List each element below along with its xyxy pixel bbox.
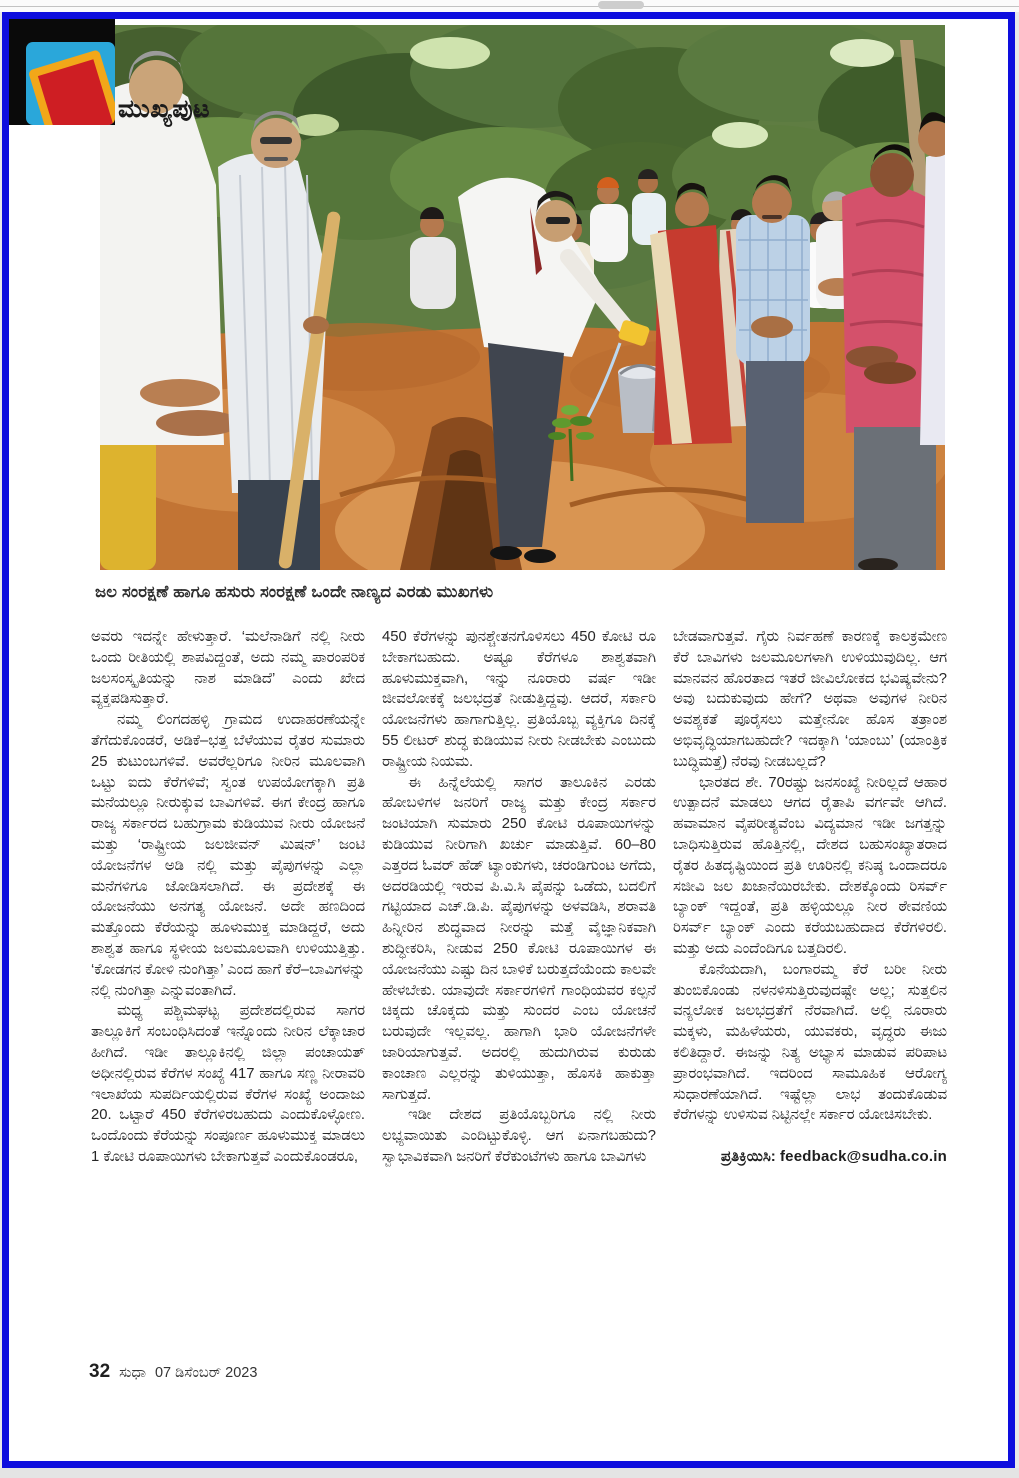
magazine-name: ಸುಧಾ [119, 1365, 146, 1381]
page-footer [89, 1361, 257, 1383]
viewer-top-strip [0, 0, 1019, 12]
paragraph: ಈ ಹಿನ್ನೆಲೆಯಲ್ಲಿ ಸಾಗರ ತಾಲೂಕಿನ ಎರಡು ಹೋಬಳಿಗಳ ಜನರಿಗೆ ರಾಜ್ಯ ಮತ್ತು ಕೇಂದ್ರ ಸರ್ಕಾರ ಜಂಟಿಯಾಗಿ ಸುಮಾರು 250 ಕೋಟಿ ರೂಪಾಯಿಗಳನ್ನು ಕುಡಿಯುವ ನೀರಿಗಾಗಿ ಖರ್ಚು ಮಾಡುತ್ತಿವೆ. 60–80 ಎತ್ತರದ ಓವರ್ ಹೆಡ್ ಟ್ಯಾಂಕುಗಳು, ಚರಂಡಿಗುಂಟ ಅಗೆದು, ಅದರಡಿಯಲ್ಲಿ ಇರುವ ಪಿ.ವಿ.ಸಿ ಪೈಪನ್ನು ಒಡೆದು, ಬದಲಿಗೆ ಗಟ್ಟಿಯಾದ ಎಚ್.ಡಿ.ಪಿ. ಪೈಪುಗಳನ್ನು ಅಳವಡಿಸಿ, ಶರಾವತಿ ಹಿನ್ನೀರಿನ ಶುದ್ಧವಾದ ನೀರನ್ನು ಮತ್ತೆ ವೈಜ್ಞಾನಿಕವಾಗಿ ಶುದ್ಧೀಕರಿಸಿ, ನೀಡುವ 250 ಕೋಟಿ ರೂಪಾಯಿಗಳ ಈ ಯೋಜನೆಯು ಎಷ್ಟು ದಿನ ಬಾಳಿಕೆ ಬರುತ್ತದೆಯೆಂದು ಕಾಲವೇ ಹೇಳಬೇಕು. ಯಾವುದೇ ಸರ್ಕಾರಗಳಿಗೆ ಗಾಂಧಿಯವರ ಕಲ್ಪನೆ ಚಿಕ್ಕದು ಚೊಕ್ಕದು ಮತ್ತು ಸುಂದರ ಎಂಬ ಯೋಚನೆ ಬರುವುದೇ ಇಲ್ಲವಲ್ಲ. ಹಾಗಾಗಿ ಭಾರಿ ಯೋಜನೆಗಳೇ ಜಾರಿಯಾಗುತ್ತವೆ. ಅದರಲ್ಲಿ ಹುದುಗಿರುವ ಕುರುಡು ಕಾಂಚಾಣ ಎಲ್ಲರನ್ನು ತುಳಿಯುತ್ತಾ, ಹೊಸಕಿ ಹಾಕುತ್ತಾ ಸಾಗುತ್ತದೆ. [382, 774, 656, 1103]
sudha-magazine-logo [9, 19, 115, 125]
logo-blue-panel [26, 42, 115, 125]
scrollbar-thumb[interactable] [598, 1, 644, 9]
page-number: 32 [89, 1361, 111, 1382]
paragraph: ಇಡೀ ದೇಶದ ಪ್ರತಿಯೊಬ್ಬರಿಗೂ ನಲ್ಲಿ ನೀರು ಲಭ್ಯವಾಯಿತು ಎಂದಿಟ್ಟುಕೊಳ್ಳಿ. ಆಗ ಏನಾಗಬಹುದು? ಸ್ವಾಭಾವಿಕವಾಗಿ ಜನರಿಗೆ ಕೆರೆಕುಂಟೆಗಳು ಹಾಗೂ ಬಾವಿಗಳು [382, 1107, 656, 1165]
article-column-1 [91, 627, 365, 1343]
paragraph: ಅವರು ಇದನ್ನೇ ಹೇಳುತ್ತಾರೆ. ‘ಮಲೆನಾಡಿಗೆ ನಲ್ಲಿ ನೀರು ಒಂದು ರೀತಿಯಲ್ಲಿ ಶಾಪವಿದ್ದಂತೆ, ಅದು ನಮ್ಮ ಪಾರಂಪರಿಕ ಜಲಸಂಸ್ಕೃತಿಯನ್ನು ನಾಶ ಮಾಡಿದೆ’ ಎಂದು ಖೇದ ವ್ಯಕ್ತಪಡಿಸುತ್ತಾರೆ. [91, 629, 365, 708]
viewer-bottom-strip [0, 1468, 1019, 1478]
feedback-label: ಪ್ರತಿಕ್ರಿಯಿಸಿ: [720, 1148, 776, 1166]
paragraph: ಕೊನೆಯದಾಗಿ, ಬಂಗಾರಮ್ಮ ಕೆರೆ ಬರೀ ನೀರು ತುಂಬಿಕೊಂಡು ನಳನಳಿಸುತ್ತಿರುವುದಷ್ಟೇ ಅಲ್ಲ; ಸುತ್ತಲಿನ ವನ್ಯಲೋಕ ಜಲಭದ್ರತೆಗೆ ನೆರವಾಗಿದೆ. ಅಲ್ಲಿ ನೂರಾರು ಮಕ್ಕಳು, ಮಹಿಳೆಯರು, ಯುವಕರು, ವೃದ್ಧರು ಈಜು ಕಲಿತಿದ್ದಾರೆ. ಈಜನ್ನು ನಿತ್ಯ ಅಭ್ಯಾಸ ಮಾಡುವ ಪರಿಪಾಟ ಪ್ರಾರಂಭವಾಗಿದೆ. ಇದರಿಂದ ಸಾಮೂಹಿಕ ಆರೋಗ್ಯ ಸುಧಾರಣೆಯಾಗಿದೆ. ಇಷ್ಟೆಲ್ಲಾ ಲಾಭ ತಂದುಕೊಡುವ ಕೆರೆಗಳನ್ನು ಉಳಿಸುವ ನಿಟ್ಟಿನಲ್ಲೇ ಸರ್ಕಾರ ಯೋಚಿಸಬೇಕು. [673, 961, 947, 1124]
photo-caption: ಜಲ ಸಂರಕ್ಷಣೆ ಹಾಗೂ ಹಸುರು ಸಂರಕ್ಷಣೆ ಒಂದೇ ನಾಣ್ಯದ ಎರಡು ಮುಖಗಳು [95, 583, 494, 601]
viewer-hairline [0, 6, 1019, 7]
paragraph: ಮಧ್ಯ ಪಶ್ಚಿಮಘಟ್ಟ ಪ್ರದೇಶದಲ್ಲಿರುವ ಸಾಗರ ತಾಲ್ಲೂಕಿಗೆ ಸಂಬಂಧಿಸಿದಂತೆ ಇನ್ನೊಂದು ನೀರಿನ ಲೆಕ್ಕಾಚಾರ ಹೀಗಿದೆ. ಇಡೀ ತಾಲ್ಲೂಕಿನಲ್ಲಿ ಜಿಲ್ಲಾ ಪಂಚಾಯತ್ ಅಧೀನಲ್ಲಿರುವ ಕೆರೆಗಳ ಸಂಖ್ಯೆ 417 ಹಾಗೂ ಸಣ್ಣ ನೀರಾವರಿ ಇಲಾಖೆಯ ಸುಪರ್ದಿಯಲ್ಲಿರುವ ಕೆರೆಗಳ ಸಂಖ್ಯೆ ಅಂದಾಜು 20. ಒಟ್ಟಾರೆ 450 ಕೆರೆಗಳಿರಬಹುದು ಎಂದುಕೊಳ್ಳೋಣ. ಒಂದೊಂದು ಕೆರೆಯನ್ನು ಸಂಪೂರ್ಣ ಹೂಳುಮುಕ್ತ ಮಾಡಲು 1 ಕೋಟಿ ರೂಪಾಯಿಗಳು ಬೇಕಾಗುತ್ತವೆ ಎಂದುಕೊಂಡರೂ, [91, 1003, 365, 1165]
paragraph: ನಮ್ಮ ಲಿಂಗದಹಳ್ಳಿ ಗ್ರಾಮದ ಉದಾಹರಣೆಯನ್ನೇ ತೆಗೆದುಕೊಂಡರೆ, ಅಡಿಕೆ–ಭತ್ತ ಬೆಳೆಯುವ ರೈತರ ಸುಮಾರು 25 ಕುಟುಂಬಗಳಿವೆ. ಅವರೆಲ್ಲರಿಗೂ ನೀರಿನ ಮೂಲವಾಗಿ ಒಟ್ಟು ಐದು ಕೆರೆಗಳಿವೆ; ಸ್ವಂತ ಉಪಯೋಗಕ್ಕಾಗಿ ಪ್ರತಿ ಮನೆಯಲ್ಲೂ ನೀರುಕ್ಕುವ ಬಾವಿಗಳಿವೆ. ಈಗ ಕೇಂದ್ರ ಹಾಗೂ ರಾಜ್ಯ ಸರ್ಕಾರದ ಬಹುಗ್ರಾಮ ಕುಡಿಯುವ ನೀರು ಯೋಜನೆ ಮತ್ತು ‘ರಾಷ್ಟ್ರೀಯ ಜಲಜೀವನ್ ಮಿಷನ್’ ಜಂಟಿ ಯೋಜನೆಗಳ ಅಡಿ ನಲ್ಲಿ ಮತ್ತು ಪೈಪುಗಳನ್ನು ಎಲ್ಲಾ ಮನೆಗಳಿಗೂ ಜೋಡಿಸಲಾಗಿದೆ. ಈ ಪ್ರದೇಶಕ್ಕೆ ಈ ಯೋಜನೆಯು ಅನಗತ್ಯ ಯೋಜನೆ. ಅದೇ ಹಣದಿಂದ ಮತ್ತೊಂದು ಕೆರೆಯನ್ನು ಹೂಳುಮುಕ್ತ ಮಾಡಿದ್ದರೆ, ಅದು ಶಾಶ್ವತ ಹಾಗೂ ಸ್ಥಳೀಯ ಜಲಮೂಲವಾಗಿ ಉಳಿಯುತ್ತಿತ್ತು. ‘ಕೋಡಗನ ಕೋಳಿ ನುಂಗಿತ್ತಾ’ ಎಂದ ಹಾಗೆ ಕೆರೆ–ಬಾವಿಗಳನ್ನು ನಲ್ಲಿ ನುಂಗಿತ್ತಾ ಎನ್ನುವಂತಾಗಿದೆ. [91, 712, 365, 999]
article-body [91, 627, 947, 1343]
issue-date: 07 ಡಿಸೆಂಬರ್ 2023 [154, 1365, 258, 1381]
feedback-email: feedback@sudha.co.in [779, 1148, 947, 1166]
paragraph: ಬೇಡವಾಗುತ್ತವೆ. ಗೈರು ನಿರ್ವಹಣೆ ಕಾರಣಕ್ಕೆ ಕಾಲಕ್ರಮೇಣ ಕೆರೆ ಬಾವಿಗಳು ಜಲಮೂಲಗಳಾಗಿ ಉಳಿಯುವುದಿಲ್ಲ. ಆಗ ಮಾನವನ ಹೊರತಾದ ಇತರೆ ಜೀವಿಲೋಕದ ಭವಿಷ್ಯವೇನು? ಅವು ಬದುಕುವುದು ಹೇಗೆ? ಅಥವಾ ಅವುಗಳ ನೀರಿನ ಅವಶ್ಯಕತೆ ಪೂರೈಸಲು ಮತ್ತೇನೋ ಹೊಸ ತತ್ರಾಂಶ ಅಭಿವೃದ್ಧಿಯಾಗಬಹುದೇ? ಇದಕ್ಕಾಗಿ ‘ಯಾಂಬು’ (ಯಾಂತ್ರಿಕ ಬುದ್ಧಿಮತ್ತೆ) ನೆರವು ನೀಡಬಲ್ಲದೆ? [673, 629, 947, 770]
article-photo [100, 25, 945, 570]
paragraph: ಭಾರತದ ಶೇ. 70ರಷ್ಟು ಜನಸಂಖ್ಯೆ ನೀರಿಲ್ಲದೆ ಆಹಾರ ಉತ್ಪಾದನೆ ಮಾಡಲು ಆಗದ ರೈತಾಪಿ ವರ್ಗವೇ ಆಗಿದೆ. ಹವಾಮಾನ ವೈಪರೀತ್ಯವೆಂಬ ವಿದ್ಯಮಾನ ಇಡೀ ಜಗತ್ತನ್ನು ಬಾಧಿಸುತ್ತಿರುವ ಹೊತ್ತಿನಲ್ಲಿ, ದೇಶದ ಬಹುಸಂಖ್ಯಾತರಾದ ರೈತರ ಹಿತದೃಷ್ಟಿಯಿಂದ ಪ್ರತಿ ಊರಿನಲ್ಲಿ ಕನಿಷ್ಠ ಒಂದಾದರೂ ಸಜೀವಿ ಜಲ ಖಜಾನೆಯಿರಬೇಕು. ದೇಶಕ್ಕೊಂದು ರಿಸರ್ವ್ ಬ್ಯಾಂಕ್ ಇದ್ದಂತೆ, ಪ್ರತಿ ಹಳ್ಳಿಯಲ್ಲೂ ನೀರ ಠೇವಣಿಯ ರಿಸರ್ವ್ ಬ್ಯಾಂಕ್ ಎಂದು ಕರೆಯಬಹುದಾದ ಕೆರೆಗಳಿರಲಿ. ಮತ್ತು ಅದು ಎಂದೆಂದಿಗೂ ಬತ್ತದಿರಲಿ. [673, 774, 947, 957]
tree-planting-photo-illustration [100, 25, 945, 570]
logo-book-icon [28, 49, 115, 125]
magazine-page [2, 12, 1015, 1468]
paragraph: 450 ಕೆರೆಗಳನ್ನು ಪುನಶ್ಚೇತನಗೊಳಿಸಲು 450 ಕೋಟಿ ರೂ ಬೇಕಾಗಬಹುದು. ಅಷ್ಟೂ ಕೆರೆಗಳೂ ಶಾಶ್ವತವಾಗಿ ಹೂಳುಮುಕ್ತವಾಗಿ, ಇನ್ನು ನೂರಾರು ವರ್ಷ ಇಡೀ ಜೀವಲೋಕಕ್ಕೆ ಜಲಭದ್ರತೆ ನೀಡುತ್ತಿದ್ದವು. ಆದರೆ, ಸರ್ಕಾರಿ ಯೋಜನೆಗಳು ಹಾಗಾಗುತ್ತಿಲ್ಲ. ಪ್ರತಿಯೊಬ್ಬ ವ್ಯಕ್ತಿಗೂ ದಿನಕ್ಕೆ 55 ಲೀಟರ್ ಶುದ್ಧ ಕುಡಿಯುವ ನೀರು ನೀಡಬೇಕು ಎಂಬುದು ರಾಷ್ಟ್ರೀಯ ನಿಯಮ. [382, 629, 656, 770]
feedback-line [673, 1148, 947, 1165]
article-column-3 [673, 627, 947, 1343]
article-column-2 [382, 627, 656, 1343]
section-label: ಮುಖ್ಯಪುಟ [118, 95, 211, 123]
